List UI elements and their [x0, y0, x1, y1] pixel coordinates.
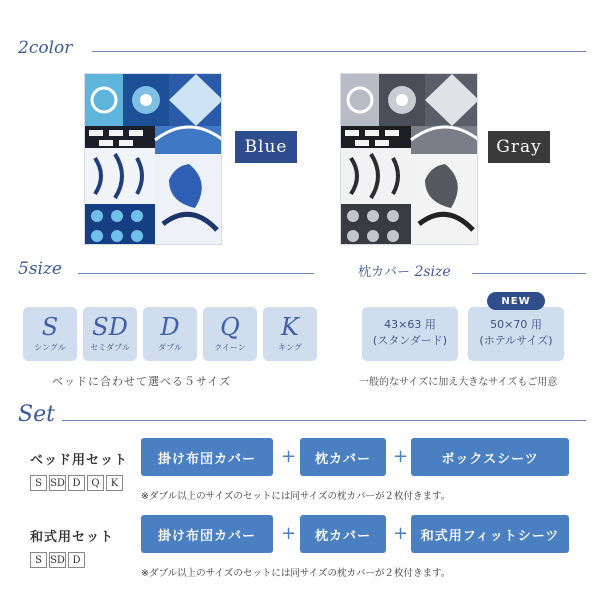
pillow-section-title-jp: 枕カバー	[358, 265, 411, 280]
gray-pattern-image	[341, 74, 478, 245]
divider	[78, 273, 314, 274]
size-chip: SD	[49, 475, 66, 491]
divider	[62, 420, 586, 421]
size-option-semi-double[interactable]	[83, 307, 137, 361]
size-option-single[interactable]	[23, 307, 77, 361]
size-code: D	[160, 313, 180, 341]
blue-pattern-swatch[interactable]	[84, 73, 222, 245]
pillow-dimension: 50×70 用	[490, 318, 542, 331]
bed-set-label: ベッド用セット	[30, 453, 129, 468]
size-code: K	[281, 313, 299, 341]
plus-icon: +	[393, 446, 409, 467]
size-name: ダブル	[158, 343, 182, 352]
gray-color-label[interactable]	[488, 131, 550, 163]
size-code: Q	[220, 313, 240, 341]
size-chip: Q	[87, 475, 104, 491]
size-name: キング	[278, 343, 302, 352]
pillow-cover-button[interactable]: 枕カバー	[300, 515, 386, 553]
size-code: SD	[92, 313, 128, 341]
divider	[92, 51, 586, 52]
plus-icon: +	[281, 523, 297, 544]
color-section-title: 2color	[18, 38, 73, 58]
pillow-dimension: 43×63 用	[384, 318, 436, 331]
bed-set-note: ※ダブル以上のサイズのセットには同サイズの枕カバーが２枚付きます。	[141, 491, 451, 502]
size-name: シングル	[34, 343, 66, 352]
pillow-note: 一般的なサイズに加え大きなサイズもご用意	[359, 377, 558, 388]
japanese-set-note: ※ダブル以上のサイズのセットには同サイズの枕カバーが２枚付きます。	[141, 568, 451, 579]
japanese-set-label: 和式用セット	[30, 530, 115, 545]
pillow-option-standard[interactable]	[362, 307, 458, 361]
blue-pattern-image	[85, 74, 222, 245]
box-sheet-button[interactable]: ボックスシーツ	[411, 438, 569, 476]
size-chip: S	[30, 475, 47, 491]
size-chip: SD	[49, 552, 66, 568]
size-code: S	[41, 313, 59, 341]
size-chip: D	[68, 552, 85, 568]
size-option-double[interactable]	[143, 307, 197, 361]
divider	[472, 273, 586, 274]
pillow-section-title	[358, 261, 451, 280]
duvet-cover-button[interactable]: 掛け布団カバー	[141, 438, 273, 476]
gray-color-label-text: Gray	[496, 137, 542, 157]
duvet-cover-button[interactable]: 掛け布団カバー	[141, 515, 273, 553]
size-note: ベッドに合わせて選べる５サイズ	[52, 375, 232, 388]
pillow-cover-button[interactable]: 枕カバー	[300, 438, 386, 476]
bed-set-size-chips	[30, 475, 125, 491]
gray-pattern-swatch[interactable]	[340, 73, 478, 245]
blue-color-label-text: Blue	[244, 137, 288, 157]
blue-color-label[interactable]	[235, 131, 297, 163]
size-chip: D	[68, 475, 85, 491]
size-chip: K	[106, 475, 123, 491]
plus-icon: +	[281, 446, 297, 467]
japanese-set-size-chips	[30, 552, 87, 568]
japanese-fit-sheet-button[interactable]: 和式用フィットシーツ	[411, 515, 569, 553]
size-name: クイーン	[214, 343, 246, 352]
size-option-king[interactable]	[263, 307, 317, 361]
pillow-kind: (ホテルサイズ)	[479, 334, 553, 347]
pillow-section-title-script: 2size	[414, 264, 451, 280]
pillow-kind: (スタンダード)	[372, 334, 448, 347]
plus-icon: +	[393, 523, 409, 544]
size-name: セミダブル	[90, 343, 130, 352]
new-badge: NEW	[487, 292, 545, 310]
size-section-title: 5size	[18, 259, 62, 279]
size-chip: S	[30, 552, 47, 568]
pillow-option-hotel[interactable]	[468, 307, 564, 361]
size-option-queen[interactable]	[203, 307, 257, 361]
set-section-title: Set	[18, 402, 55, 427]
